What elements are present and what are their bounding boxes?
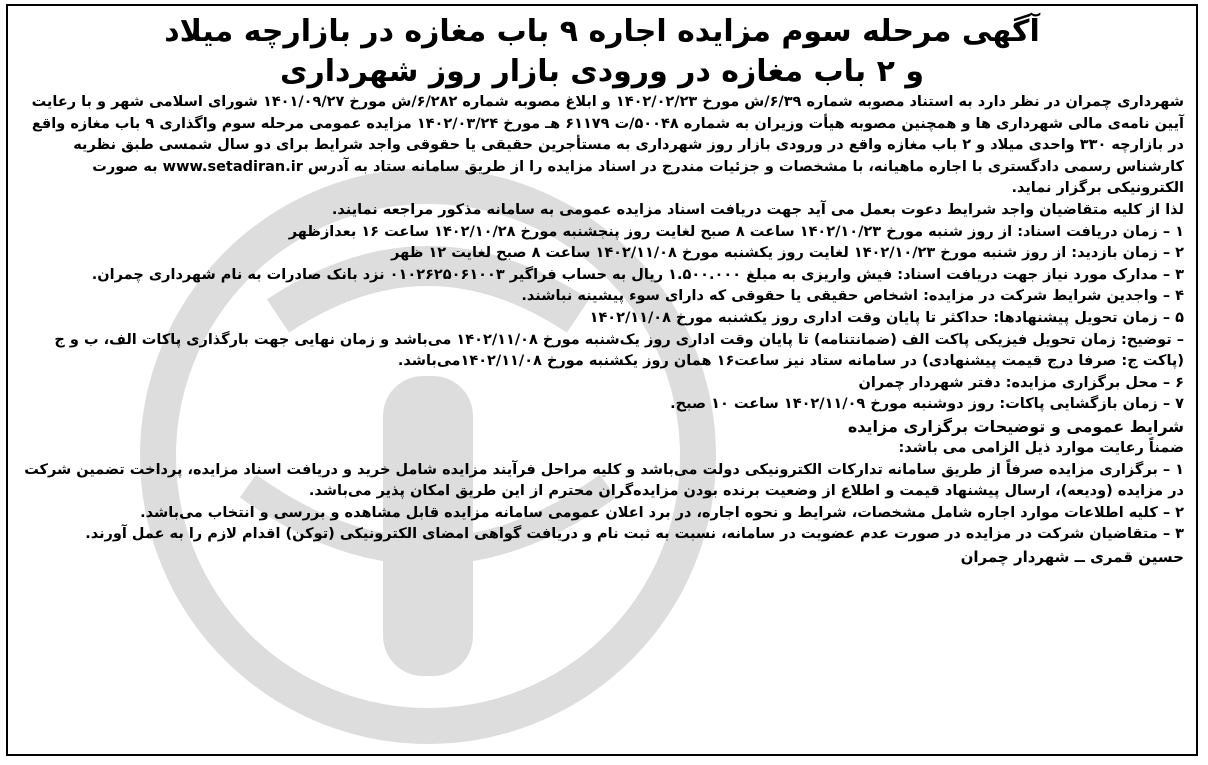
- condition-rule-3: ۳ – متقاضیان شرکت در مزایده در صورت عدم عضویت در سامانه، نسبت به ثبت نام و دریافت گواهی امضای الکترونیکی (توکن) اقدام لازم را به عمل آورند.: [85, 526, 1184, 543]
- item-required-documents: [20, 265, 1184, 287]
- condition-rule-2: ۲ – کلیه اطلاعات موارد اجاره شامل مشخصات، شرایط و نحوه اجاره، در برد اعلان عمومی سامانه مزایده قابل مشاهده و بررسی و انتخاب می‌باشد.: [140, 504, 1184, 521]
- item-label: ۳ – مدارک مورد نیاز جهت دریافت اسناد:: [897, 266, 1184, 283]
- notice-frame: [6, 4, 1198, 756]
- item-text: از روز شنبه مورخ ۱۴۰۲/۱۰/۲۳ لغایت روز یکشنبه مورخ ۱۴۰۲/۱۱/۰۸ ساعت ۸ صبح لغایت ۱۲ ظهر: [391, 245, 1067, 262]
- item-text: روز دوشنبه مورخ ۱۴۰۲/۱۱/۰۹ ساعت ۱۰ صبح.: [670, 396, 995, 413]
- title-line-2: و ۲ باب مغازه در ورودی بازار روز شهرداری: [279, 54, 925, 89]
- item-label: – توضیح:: [1120, 331, 1184, 348]
- item-explanation: [20, 330, 1184, 373]
- item-venue: [20, 373, 1184, 395]
- item-label: ۴ – واجدین شرایط شرکت در مزایده:: [923, 288, 1184, 305]
- item-visit-time: [20, 243, 1184, 265]
- intro-tail: به صورت الکترونیکی برگزار نماید.: [92, 158, 1184, 197]
- condition-rule-1: ۱ – برگزاری مزایده صرفاً از طریق سامانه تدارکات الکترونیکی دولت می‌باشد و کلیه مراحل فرآیند مزایده شامل خرید و دریافت اسناد مزایده، پرداخت تضمین شرکت در مزایده (ودیعه)، ارسال پیشنهاد قیمت و اطلاع از وضعیت برنده بودن مزایده‌گران محترم از این طریق امکان پذیر می‌باشد.: [24, 461, 1184, 500]
- invite-paragraph: لذا از کلیه متقاضیان واجد شرایط دعوت بعمل می آید جهت دریافت اسناد مزایده عمومی به سامانه مذکور مراجعه نمایند.: [331, 201, 1184, 218]
- item-opening-time: [20, 394, 1184, 416]
- item-eligibility: [20, 286, 1184, 308]
- item-text: حداکثر تا پایان وقت اداری روز یکشنبه مورخ ۱۴۰۲/۱۱/۰۸: [589, 309, 989, 326]
- item-text: دفتر شهردار چمران: [858, 374, 1001, 391]
- item-label: ۶ – محل برگزاری مزایده:: [1005, 374, 1184, 391]
- item-text: از روز شنبه مورخ ۱۴۰۲/۱۰/۲۳ ساعت ۸ صبح لغایت روز پنجشنبه مورخ ۱۴۰۲/۱۰/۲۸ ساعت ۱۶ بعدازظهر: [288, 223, 1013, 240]
- title-line-1: آگهی مرحله سوم مزایده اجاره ۹ باب مغازه در بازارچه میلاد: [164, 14, 1040, 49]
- item-text: فیش واریزی به مبلغ ۱.۵۰۰.۰۰۰ ریال به حساب فراگیر ۰۱۰۲۶۲۵۰۶۱۰۰۳ نزد بانک صادرات به نام شهرداری چمران.: [91, 266, 893, 283]
- item-label: ۵ – زمان تحویل پیشنهادها:: [993, 309, 1184, 326]
- item-document-receipt: [20, 222, 1184, 244]
- setadiran-url: www.setadiran.ir: [162, 158, 303, 175]
- item-label: ۷ – زمان بازگشایی پاکات:: [999, 396, 1184, 413]
- notice-title: [20, 12, 1184, 92]
- item-text: اشخاص حقیقی یا حقوقی که دارای سوء پیشینه نباشند.: [521, 288, 919, 305]
- item-label: ۲ – زمان بازدید:: [1071, 245, 1184, 262]
- intro-text: شهرداری چمران در نظر دارد به استناد مصوبه شماره ۶/۳۹/ش مورخ ۱۴۰۲/۰۲/۲۳ و ابلاغ مصوبه شماره ۶/۲۸۲/ش مورخ ۱۴۰۱/۰۹/۲۷ شورای اسلامی شهر و با رعایت آیین نامه‌ی مالی شهرداری ها و همچنین مصوبه هیأت وزیران به شماره ۵۰۰۴۸/ت ۶۱۱۷۹ هـ مورخ ۱۴۰۲/۰۳/۲۴ مزایده عمومی مرحله سوم واگذاری ۹ باب مغازه واقع در بازارچه ۳۳۰ واحدی میلاد و ۲ باب مغازه واقع در ورودی بازار روز شهرداری به مستأجرین حقیقی یا حقوقی واجد شرایط برای دو سال شمسی طبق نظریه کارشناس رسمی دادگستری با اجاره ماهیانه، با مشخصات و جزئیات مندرج در اسناد مزایده را از طریق سامانه ستاد به آدرس: [31, 94, 1184, 175]
- intro-paragraph: [20, 92, 1184, 200]
- item-label: ۱ – زمان دریافت اسناد:: [1017, 223, 1184, 240]
- notice-content: [8, 6, 1196, 754]
- conditions-intro: ضمناً رعایت موارد ذیل الزامی می باشد:: [898, 439, 1184, 456]
- signature: حسین قمری ــ شهردار چمران: [960, 547, 1184, 566]
- item-text: زمان تحویل فیزیکی پاکت الف (ضمانتنامه) تا پایان وقت اداری روز یک‌شنبه مورخ ۱۴۰۲/۱۱/۰۸ می‌باشد و زمان نهایی جهت بارگذاری پاکات الف، ب و ج (پاکت ج: صرفا درج قیمت پیشنهادی) در سامانه ستاد نیز ساعت۱۶ همان روز یکشنبه مورخ ۱۴۰۲/۱۱/۰۸می‌باشد.: [54, 331, 1184, 370]
- notice-body: [20, 92, 1184, 568]
- conditions-heading: شرایط عمومی و توضیحات برگزاری مزایده: [847, 416, 1184, 436]
- item-proposal-deadline: [20, 308, 1184, 330]
